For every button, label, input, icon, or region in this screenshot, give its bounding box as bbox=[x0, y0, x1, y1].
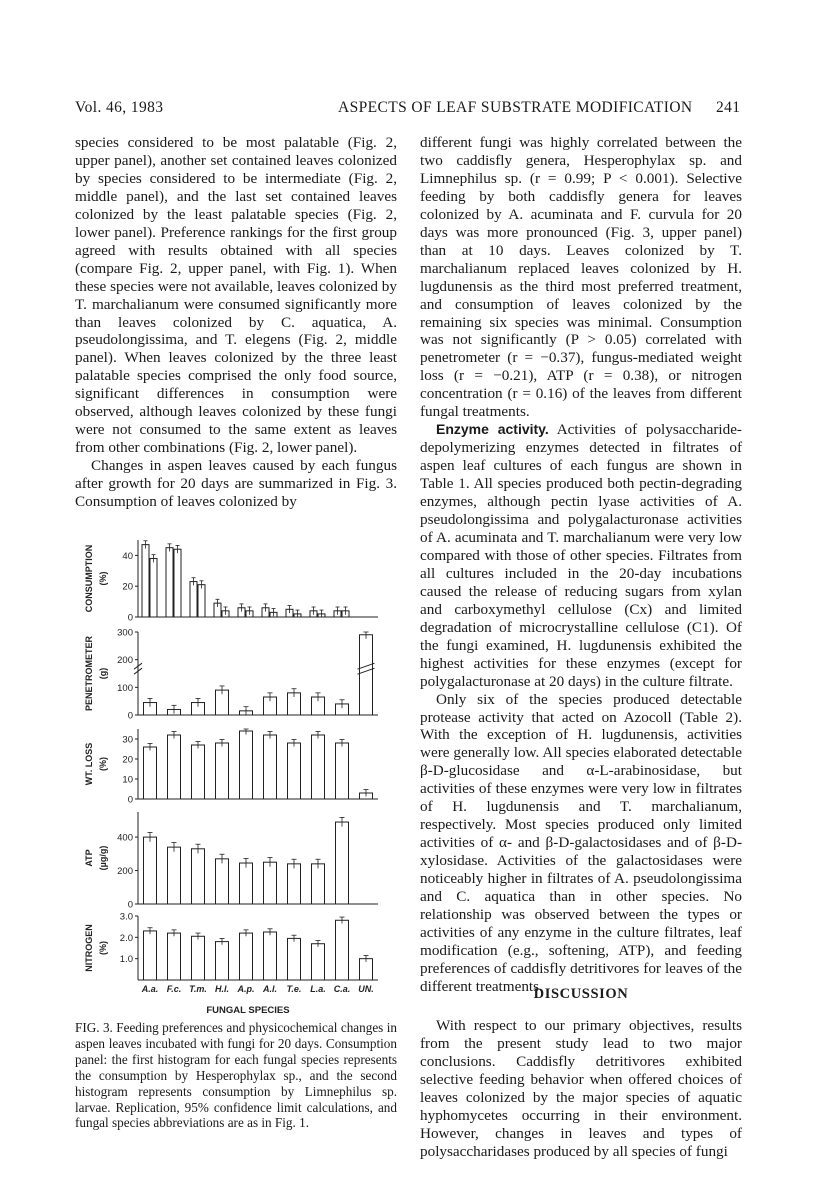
bar bbox=[288, 938, 301, 980]
y-tick-label: 100 bbox=[117, 682, 133, 694]
bar bbox=[168, 735, 181, 799]
bar bbox=[216, 942, 229, 980]
bar bbox=[312, 864, 325, 904]
bar bbox=[264, 735, 277, 799]
bar bbox=[264, 932, 277, 980]
bar bbox=[190, 582, 197, 617]
y-tick-label: 0 bbox=[127, 612, 133, 624]
y-axis-label: NITROGEN bbox=[84, 924, 94, 972]
figure-caption: FIG. 3. Feeding preferences and physicochemical changes in aspen leaves incubated with fungi for 20 days. Consumption panel: the first histogram for each fungal species represents the consumption by Hesperophylax sp., and the second histogram represents consumption by Limnephilus sp. larvae. Replication, 95% confidence limit calculations, and fungal species abbreviations are as in Fig. 1. bbox=[75, 1020, 397, 1131]
bar bbox=[288, 864, 301, 904]
bar bbox=[192, 745, 205, 799]
figure-3-chart bbox=[70, 535, 406, 1025]
bar bbox=[240, 863, 253, 904]
x-tick-label: F.c. bbox=[166, 984, 182, 994]
x-tick-label: A.p. bbox=[237, 984, 255, 994]
bar bbox=[312, 944, 325, 980]
y-tick-label: 30 bbox=[122, 734, 133, 746]
bar bbox=[144, 747, 157, 799]
paragraph-text: Activities of polysaccharide-depolymerizing enzymes detected in filtrates of aspen leaf cultures of each fungus are shown in Table 1. All species produced both pectin-degrading enzymes, although pectin lyase activities of A. pseudolongissima and polygalacturonase activities of A. acuminata and T. marchalianum were very low compared with those of other species. Filtrates from all cultures included in the 20-day incubations caused the release of reducing sugars from xylan and carboxymethyl cellulose (Cx) and limited degradation of microcrystalline cellulose (C1). Of the fungi examined, H. lugdunensis exhibited the highest activities for these enzymes (except for polygalacturonase at 20 days) in the culture filtrate. bbox=[420, 421, 742, 690]
y-axis-unit: (%) bbox=[98, 941, 108, 955]
x-tick-label: H.l. bbox=[214, 984, 230, 994]
y-tick-label: 400 bbox=[117, 832, 133, 844]
y-tick-label: 10 bbox=[122, 774, 133, 786]
x-tick-label: A.l. bbox=[262, 984, 278, 994]
bar bbox=[336, 920, 349, 980]
page-number: 241 bbox=[716, 99, 741, 116]
y-axis-unit: (µg/g) bbox=[98, 845, 108, 871]
y-tick-label: 0 bbox=[127, 899, 133, 911]
bar bbox=[150, 558, 157, 617]
bar bbox=[240, 933, 253, 980]
bar bbox=[288, 743, 301, 799]
y-tick-label: 0 bbox=[127, 710, 133, 722]
y-tick-label: 200 bbox=[117, 655, 133, 667]
paragraph: different fungi was highly correlated between the two caddisfly genera, Hesperophylax sp. and Limnephilus sp. (r = 0.99; P < 0.001). Selective feeding by both caddisfly genera for leaves colonized by A. acuminata and F. curvula for 20 days was more pronounced (Fig. 3, upper panel) than at 10 days. Leaves colonized by T. marchalianum replaced leaves colonized by H. lugdunensis as the third most preferred treatment, and consumption of leaves colonized by the remaining six species was minimal. Consumption was not significantly (P > 0.05) correlated with penetrometer (r = −0.37), fungus-mediated weight loss (r = −0.21), ATP (r = 0.38), or nitrogen concentration (r = 0.16) of the leaves from different fungal treatments. bbox=[420, 134, 742, 421]
y-tick-label: 3.0 bbox=[119, 911, 133, 923]
bar bbox=[192, 936, 205, 980]
y-axis-label: PENETROMETER bbox=[84, 635, 94, 712]
bar bbox=[144, 931, 157, 980]
y-tick-label: 40 bbox=[122, 550, 133, 562]
y-axis-unit: (%) bbox=[98, 571, 108, 586]
bar bbox=[216, 859, 229, 904]
paragraph: With respect to our primary objectives, results from the present study lead to two major conclusions. Caddisfly detritivores exhibited selective feeding behavior when offered choices of leaves colonized by the major species of aquatic hyphomycetes occurring in their environment. However, changes in leaves and types of polysaccharidases produced by all species of fungi bbox=[420, 1017, 742, 1160]
x-tick-label: C.a. bbox=[333, 984, 351, 994]
y-axis-label: WT. LOSS bbox=[84, 742, 94, 786]
x-tick-label: L.a. bbox=[310, 984, 326, 994]
bar bbox=[144, 837, 157, 904]
y-tick-label: 300 bbox=[117, 627, 133, 639]
x-tick-label: A.a. bbox=[141, 984, 159, 994]
bar bbox=[198, 585, 205, 617]
paragraph bbox=[420, 421, 742, 690]
y-tick-label: 20 bbox=[122, 754, 133, 766]
left-column bbox=[75, 134, 397, 511]
bar bbox=[192, 849, 205, 904]
bar bbox=[312, 735, 325, 799]
y-tick-label: 0 bbox=[127, 794, 133, 806]
paragraph: Changes in aspen leaves caused by each fungus after growth for 20 days are summarized in Fig. 3. Consumption of leaves colonized by bbox=[75, 457, 397, 511]
x-tick-label: UN. bbox=[358, 984, 374, 994]
discussion-section bbox=[420, 986, 742, 1161]
paragraph: species considered to be most palatable (Fig. 2, upper panel), another set contained leaves colonized by species considered to be intermediate (Fig. 2, middle panel), and the last set contained leaves colonized by the least palatable species (Fig. 2, lower panel). Preference rankings for the first group agreed with results obtained with all species (compare Fig. 2, upper panel, with Fig. 1). When these species were not available, leaves colonized by T. marchalianum were consumed significantly more than leaves colonized by C. aquatica, A. pseudolongissima, and T. elegens (Fig. 2, middle panel). When leaves colonized by the three least palatable species comprised the only food source, significant differences in consumption were observed, although leaves colonized by these fungi were not consumed to the same extent as leaves from other combinations (Fig. 2, lower panel). bbox=[75, 134, 397, 457]
y-tick-label: 1.0 bbox=[119, 954, 133, 966]
section-run-in-heading: Enzyme activity. bbox=[436, 421, 549, 438]
x-axis-label: FUNGAL SPECIES bbox=[206, 1005, 290, 1016]
bar bbox=[336, 822, 349, 904]
figure-3 bbox=[70, 535, 406, 1025]
y-axis-label: ATP bbox=[84, 849, 94, 867]
running-header-title: ASPECTS OF LEAF SUBSTRATE MODIFICATION bbox=[338, 99, 693, 116]
y-tick-label: 2.0 bbox=[119, 932, 133, 944]
y-axis-unit: (g) bbox=[98, 667, 108, 680]
y-tick-label: 200 bbox=[117, 866, 133, 878]
section-heading: DISCUSSION bbox=[533, 986, 629, 1002]
running-header-volume: Vol. 46, 1983 bbox=[75, 99, 164, 116]
bar bbox=[240, 731, 253, 799]
bar bbox=[360, 635, 373, 715]
bar bbox=[166, 548, 173, 617]
right-column bbox=[420, 134, 742, 996]
y-tick-label: 20 bbox=[122, 581, 133, 593]
x-tick-label: T.m. bbox=[189, 984, 207, 994]
bar bbox=[174, 549, 181, 617]
x-tick-label: T.e. bbox=[286, 984, 302, 994]
y-axis-label: CONSUMPTION bbox=[84, 544, 94, 613]
paragraph: Only six of the species produced detectable protease activity that acted on Azocoll (Table 2). With the exception of H. lugdunensis, activities were generally low. All species elaborated detectable β-D-glucosidase and α-L-arabinosidase, but activities of these enzymes were very low in filtrates of H. lugdunensis and T. marchalianum, respectively. Most species produced only limited activities of α- and β-D-galactosidases and of β-D-xylosidase. Activities of the galactosidases were noticeably higher in filtrates of A. pseudolongissima and C. aquatica than in other species. No relationship was observed between the types or activities of any enzyme in the culture filtrates, leaf modification (e.g., softening, ATP), and feeding preferences of caddisfly detritivores for leaves of the different treatments. bbox=[420, 690, 742, 995]
bar bbox=[264, 862, 277, 904]
bar bbox=[336, 743, 349, 799]
bar bbox=[168, 847, 181, 904]
bar bbox=[168, 933, 181, 980]
bar bbox=[216, 743, 229, 799]
bar bbox=[142, 545, 149, 617]
y-axis-unit: (%) bbox=[98, 757, 108, 771]
